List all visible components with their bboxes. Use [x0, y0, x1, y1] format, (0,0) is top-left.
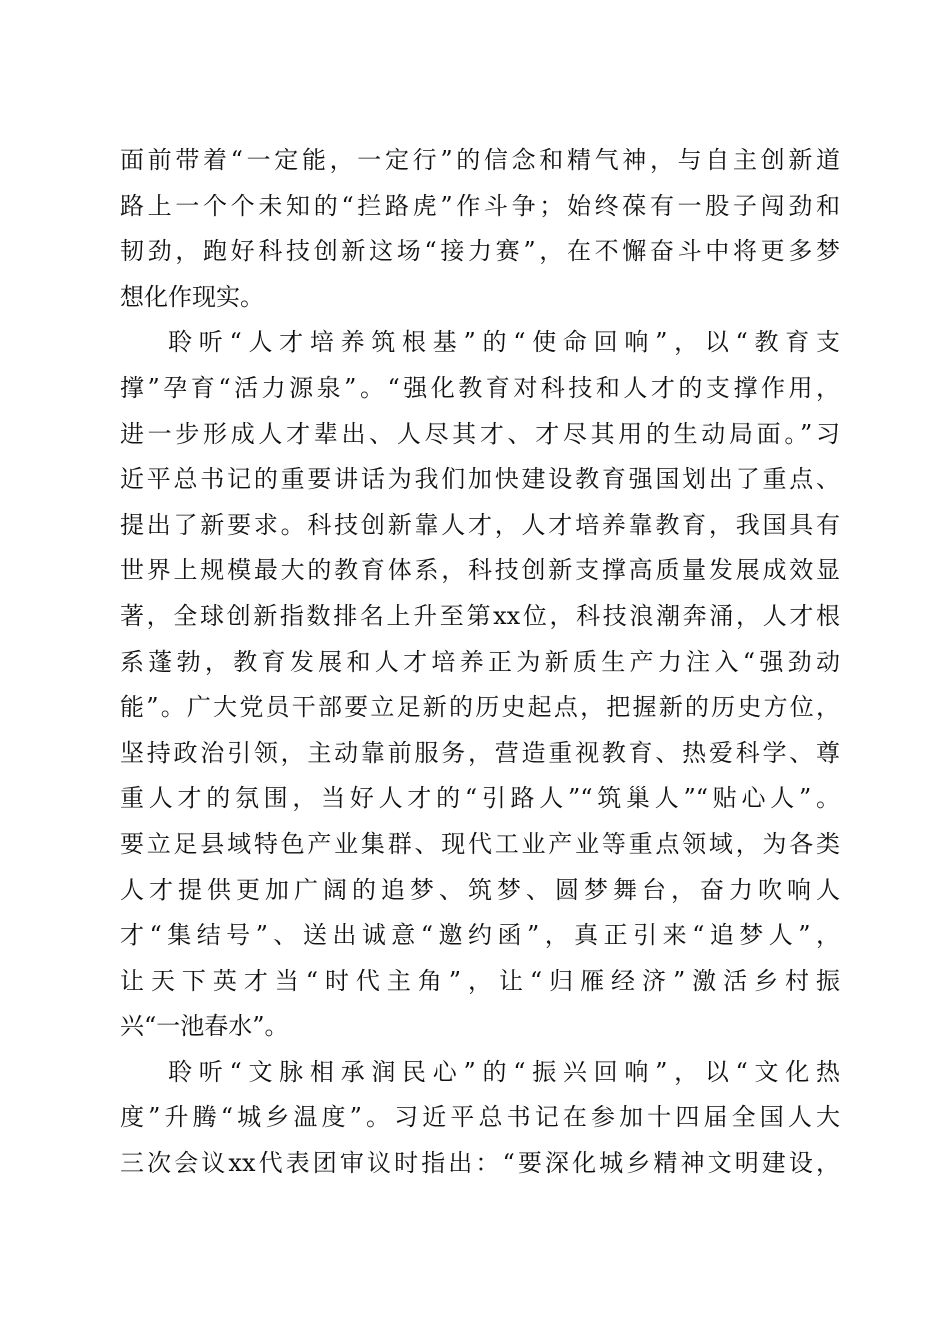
text-line: 兴“一池春水”。 [120, 1012, 289, 1041]
text-line: 才“集结号”、送出诚意“邀约函”，真正引来“追梦人”， [120, 921, 840, 950]
text-line: 三次会议xx代表团审议时指出：“要深化城乡精神文明建设， [120, 1149, 840, 1178]
text-line: 提出了新要求。科技创新靠人才，人才培养靠教育，我国具有 [120, 510, 840, 539]
body-text [120, 138, 840, 1187]
text-line: 人才提供更加广阔的追梦、筑梦、圆梦舞台，奋力吹响人 [120, 875, 840, 904]
text-line: 度”升腾“城乡温度”。习近平总书记在参加十四届全国人大 [120, 1103, 840, 1132]
text-line: 进一步形成人才辈出、人尽其才、才尽其用的生动局面。”习 [120, 419, 840, 448]
text-line: 重人才的氛围，当好人才的“引路人”“筑巢人”“贴心人”。 [120, 784, 840, 813]
text-line: 近平总书记的重要讲话为我们加快建设教育强国划出了重点、 [120, 465, 840, 494]
paragraph-first-line: 聆听“人才培养筑根基”的“使命回响”，以“教育支 [168, 328, 840, 357]
text-line: 让天下英才当“时代主角”，让“归雁经济”激活乡村振 [120, 966, 840, 995]
paragraph-first-line: 聆听“文脉相承润民心”的“振兴回响”，以“文化热 [168, 1057, 840, 1086]
text-line: 著，全球创新指数排名上升至第xx位，科技浪潮奔涌，人才根 [120, 601, 840, 630]
text-line: 系蓬勃，教育发展和人才培养正为新质生产力注入“强劲动 [120, 647, 840, 676]
text-line: 路上一个个未知的“拦路虎”作斗争；始终葆有一股子闯劲和 [120, 191, 840, 220]
text-line: 想化作现实。 [120, 282, 264, 311]
text-line: 韧劲，跑好科技创新这场“接力赛”，在不懈奋斗中将更多梦 [120, 237, 840, 266]
text-line: 面前带着“一定能，一定行”的信念和精气神，与自主创新道 [120, 146, 840, 174]
text-line: 要立足县域特色产业集群、现代工业产业等重点领域，为各类 [120, 829, 840, 858]
text-line: 撑”孕育“活力源泉”。“强化教育对科技和人才的支撑作用， [120, 373, 840, 402]
text-line: 世界上规模最大的教育体系，科技创新支撑高质量发展成效显 [120, 556, 840, 585]
text-line: 坚持政治引领，主动靠前服务，营造重视教育、热爱科学、尊 [120, 738, 840, 767]
text-line: 能”。广大党员干部要立足新的历史起点，把握新的历史方位， [120, 693, 840, 722]
